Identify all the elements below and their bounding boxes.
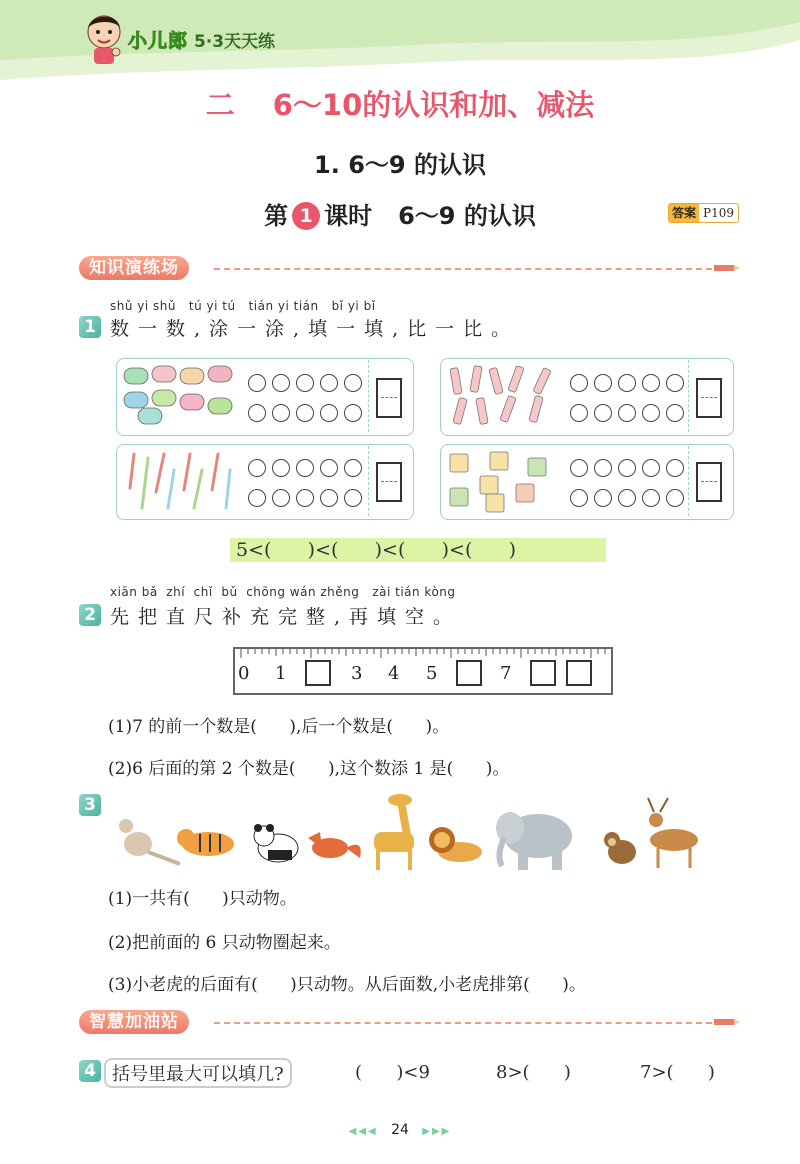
ruler-label: 1 [275, 663, 287, 684]
q3-sub3[interactable]: (3)小老虎的后面有( )只动物。从后面数,小老虎排第( )。 [108, 975, 586, 995]
lesson-prefix: 第 [264, 202, 289, 230]
q4-expr1[interactable]: ( )<9 [355, 1062, 430, 1083]
ruler-blank-box[interactable] [305, 660, 331, 686]
ruler-label: 0 [238, 663, 250, 684]
mascot-boy-icon [82, 10, 126, 66]
pencil-icon [714, 1018, 740, 1026]
giraffe-icon [374, 794, 414, 870]
right-arrows-icon: ▶▶▶ [422, 1126, 452, 1137]
divider [368, 446, 369, 516]
toothpaste-picture [448, 362, 560, 430]
ruler-ticks [235, 649, 611, 659]
lesson-number-badge: 1 [292, 202, 320, 230]
panda-icon [254, 824, 298, 862]
ruler-blank-box[interactable] [456, 660, 482, 686]
soap-picture [122, 364, 240, 428]
divider [688, 360, 689, 432]
q3-number: 3 [79, 794, 101, 816]
q2-number: 2 [79, 604, 101, 626]
elephant-icon [496, 812, 572, 870]
q1-compare-row[interactable]: 5<( )<( )<( )<( ) [230, 538, 606, 562]
q1-number: 1 [79, 316, 101, 338]
section-title: 1. 6～9 的认识 [314, 151, 486, 179]
answer-page: P109 [703, 206, 734, 220]
ruler-blank-box[interactable] [530, 660, 556, 686]
chapter-name: 6～10的认识和加、减法 [272, 88, 595, 122]
ruler [233, 647, 613, 695]
lion-icon [429, 827, 482, 862]
q1-text: 数一数,涂一涂,填一填,比一比。 [110, 318, 520, 340]
q4-text: 括号里最大可以填几? [104, 1058, 292, 1088]
q4-number: 4 [79, 1060, 101, 1082]
banner-dashed-line [214, 1022, 712, 1024]
pencil-icon [714, 264, 740, 272]
q1-toothpaste-circles[interactable] [570, 374, 684, 422]
page-number-footer [0, 1122, 800, 1138]
chapter-title [0, 83, 800, 124]
answer-reference[interactable] [668, 203, 739, 223]
brand [128, 26, 275, 53]
q2-sub2[interactable]: (2)6 后面的第 2 个数是( ),这个数添 1 是( )。 [108, 759, 510, 779]
lesson-suffix: 课时 [324, 202, 373, 230]
fox-icon [308, 832, 361, 858]
q3-sub1[interactable]: (1)一共有( )只动物。 [108, 889, 297, 909]
cup-picture [446, 448, 562, 514]
brand-series: 5·3天天练 [193, 32, 276, 52]
q2-sub1[interactable]: (1)7 的前一个数是( ),后一个数是( )。 [108, 717, 450, 737]
q2-pinyin: xiān bǎ zhí chǐ bǔ chōng wán zhěng zài tián kòng [110, 585, 456, 599]
q1-toothbrush-answer-box[interactable] [376, 462, 402, 502]
q2-text: 先把直尺补充完整,再填空。 [110, 606, 462, 628]
wisdom-banner: 智慧加油站 [79, 1010, 189, 1034]
q3-sub2: (2)把前面的 6 只动物圈起来。 [108, 933, 341, 953]
q1-cup-circles[interactable] [570, 459, 684, 507]
q4-expr3[interactable]: 7>( ) [640, 1062, 715, 1083]
q4-expr2[interactable]: 8>( ) [496, 1062, 571, 1083]
ruler-label: 7 [500, 663, 512, 684]
monkey-icon [604, 832, 636, 864]
divider [368, 360, 369, 432]
q1-toothbrush-circles[interactable] [248, 459, 362, 507]
brand-logo-text: 小儿郎 [128, 30, 189, 52]
ruler-label: 3 [351, 663, 363, 684]
q1-pinyin: shǔ yi shǔ tú yi tú tián yi tián bǐ yi bǐ [110, 299, 376, 313]
q1-soap-answer-box[interactable] [376, 378, 402, 418]
ruler-label: 4 [388, 663, 400, 684]
toothbrush-picture [124, 448, 240, 514]
animals-picture [108, 792, 708, 872]
left-arrows-icon: ◀◀◀ [348, 1126, 378, 1137]
tiger-icon [177, 829, 234, 856]
q1-cup-answer-box[interactable] [696, 462, 722, 502]
practice-banner: 知识演练场 [79, 256, 189, 280]
deer-icon [648, 798, 698, 868]
page-number: 24 [391, 1122, 409, 1138]
q1-soap-circles[interactable] [248, 374, 362, 422]
divider [688, 446, 689, 516]
lesson-name: 6～9 的认识 [398, 202, 536, 230]
chapter-number: 二 [205, 88, 235, 122]
answer-label: 答案 [669, 204, 699, 222]
kangaroo-icon [119, 819, 180, 864]
ruler-label: 5 [426, 663, 438, 684]
q1-toothpaste-answer-box[interactable] [696, 378, 722, 418]
ruler-blank-box[interactable] [566, 660, 592, 686]
banner-dashed-line [214, 268, 712, 270]
